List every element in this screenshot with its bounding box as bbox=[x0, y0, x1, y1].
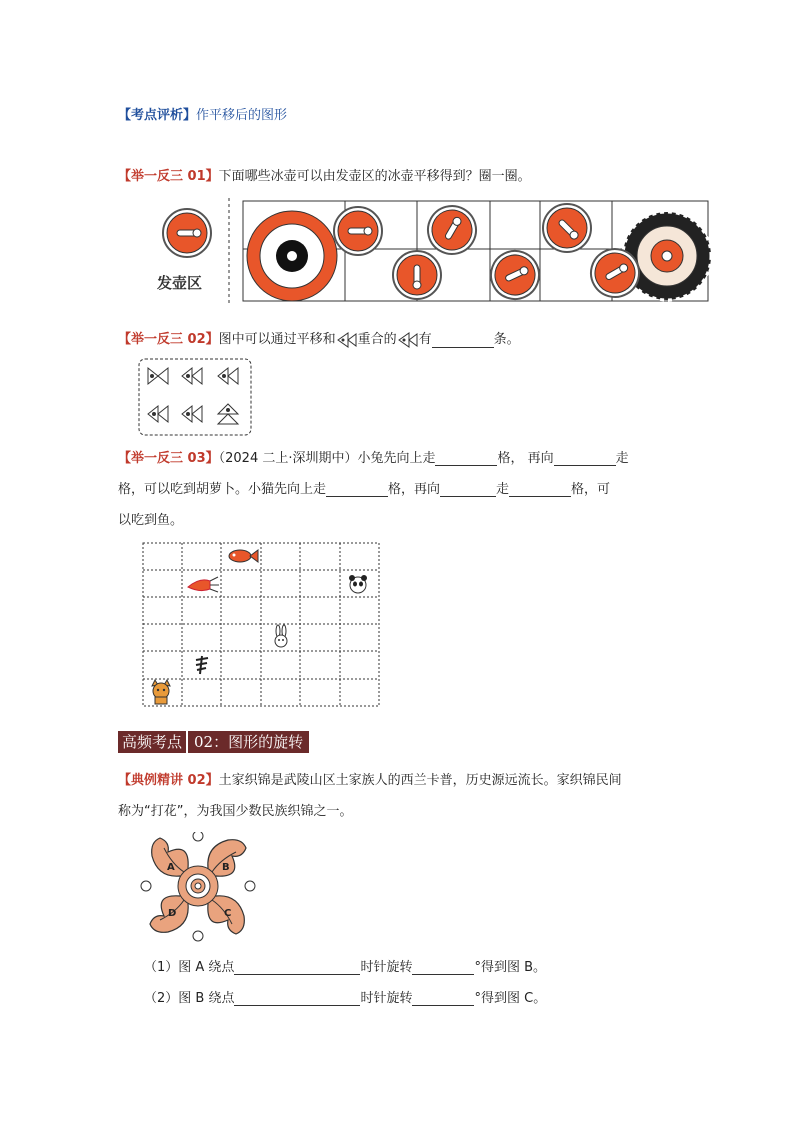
q3-line1-b: 格， 再向 bbox=[497, 451, 554, 466]
fish-icon bbox=[218, 368, 238, 384]
sub2-b: 时针旋转 bbox=[360, 991, 413, 1006]
curling-figure bbox=[155, 195, 715, 307]
sub-question-2 bbox=[144, 987, 546, 1006]
rabbit-icon bbox=[275, 625, 287, 647]
q3-line1-c: 走 bbox=[615, 451, 629, 466]
fish-icon bbox=[148, 406, 168, 422]
fish-icon bbox=[182, 406, 202, 422]
example-text1: 土家织锦是武陵山区土家族人的西兰卡普，历史源远流长。家织锦民间 bbox=[218, 773, 622, 788]
house-left bbox=[247, 211, 337, 301]
q1-tag: 【举一反三 01】 bbox=[118, 169, 219, 184]
plant-icon bbox=[196, 656, 208, 674]
q3-line2 bbox=[118, 478, 610, 497]
answer-blank[interactable] bbox=[412, 991, 474, 1006]
q3-line3 bbox=[118, 509, 183, 528]
q2-text-d: 条。 bbox=[493, 332, 520, 347]
example-line2 bbox=[118, 800, 352, 819]
label-c: C bbox=[224, 908, 232, 919]
fish-icon bbox=[336, 332, 358, 348]
section-bracket: 【考点评析】 bbox=[118, 108, 197, 123]
example-tag: 【典例精讲 02】 bbox=[118, 773, 219, 788]
launch-zone-label: 发壶区 bbox=[157, 274, 203, 292]
fish-icon bbox=[229, 550, 258, 562]
fish-icon bbox=[218, 404, 238, 424]
panda-icon bbox=[349, 575, 367, 593]
cat-icon bbox=[152, 680, 170, 704]
house-right bbox=[623, 212, 711, 300]
launch-stone bbox=[163, 209, 211, 257]
q3-line1-a: （2024 二上·深圳期中）小兔先向上走 bbox=[218, 451, 436, 466]
q1-prompt bbox=[118, 165, 531, 184]
sub1-c: °得到图 B。 bbox=[474, 960, 547, 975]
answer-blank[interactable] bbox=[234, 960, 360, 975]
section-heading bbox=[118, 104, 287, 123]
curling-stone[interactable] bbox=[334, 207, 382, 255]
q2-tag: 【举一反三 02】 bbox=[118, 332, 219, 347]
fish-icon bbox=[182, 368, 202, 384]
q2-prompt bbox=[118, 328, 520, 348]
fish-grid-figure bbox=[138, 358, 252, 436]
fish-icon bbox=[397, 332, 419, 348]
banner-part2: 02：图形的旋转 bbox=[188, 731, 309, 753]
sub2-a: （2）图 B 绕点 bbox=[144, 991, 235, 1006]
q3-line3: 以吃到鱼。 bbox=[118, 513, 184, 528]
label-d: D bbox=[168, 908, 177, 919]
banner-part1: 高频考点 bbox=[118, 731, 186, 753]
fish-icon bbox=[148, 368, 168, 384]
example-text2: 称为“打花”，为我国少数民族织锦之一。 bbox=[118, 804, 353, 819]
q3-tag: 【举一反三 03】 bbox=[118, 451, 219, 466]
q2-text-a: 图中可以通过平移和 bbox=[218, 332, 336, 347]
answer-blank[interactable] bbox=[440, 482, 496, 497]
label-b: B bbox=[222, 862, 230, 873]
answer-blank[interactable] bbox=[509, 482, 571, 497]
q2-text-b: 重合的 bbox=[357, 332, 397, 347]
sub-question-1 bbox=[144, 956, 546, 975]
q3-line2-c: 走 bbox=[496, 482, 510, 497]
answer-blank[interactable] bbox=[326, 482, 388, 497]
q3-line1 bbox=[118, 447, 629, 466]
carrot-icon bbox=[188, 577, 219, 592]
section-title: 作平移后的图形 bbox=[196, 108, 288, 123]
answer-blank[interactable] bbox=[554, 451, 616, 466]
q3-line2-d: 格，可 bbox=[571, 482, 611, 497]
answer-blank[interactable] bbox=[432, 333, 494, 348]
sub1-b: 时针旋转 bbox=[360, 960, 413, 975]
q3-line2-a: 格，可以吃到胡萝卜。小猫先向上走 bbox=[118, 482, 327, 497]
curling-stone[interactable] bbox=[393, 251, 441, 299]
sub1-a: （1）图 A 绕点 bbox=[144, 960, 235, 975]
movement-grid bbox=[142, 542, 382, 708]
topic-banner bbox=[118, 731, 309, 753]
q1-text: 下面哪些冰壶可以由发壶区的冰壶平移得到？圈一圈。 bbox=[218, 169, 531, 184]
example-line1 bbox=[118, 769, 622, 788]
answer-blank[interactable] bbox=[412, 960, 474, 975]
answer-blank[interactable] bbox=[234, 991, 360, 1006]
sub2-c: °得到图 C。 bbox=[474, 991, 547, 1006]
weave-pattern bbox=[140, 832, 258, 942]
q2-text-c: 有 bbox=[418, 332, 432, 347]
q3-line2-b: 格，再向 bbox=[388, 482, 441, 497]
label-a: A bbox=[167, 862, 175, 873]
answer-blank[interactable] bbox=[435, 451, 497, 466]
